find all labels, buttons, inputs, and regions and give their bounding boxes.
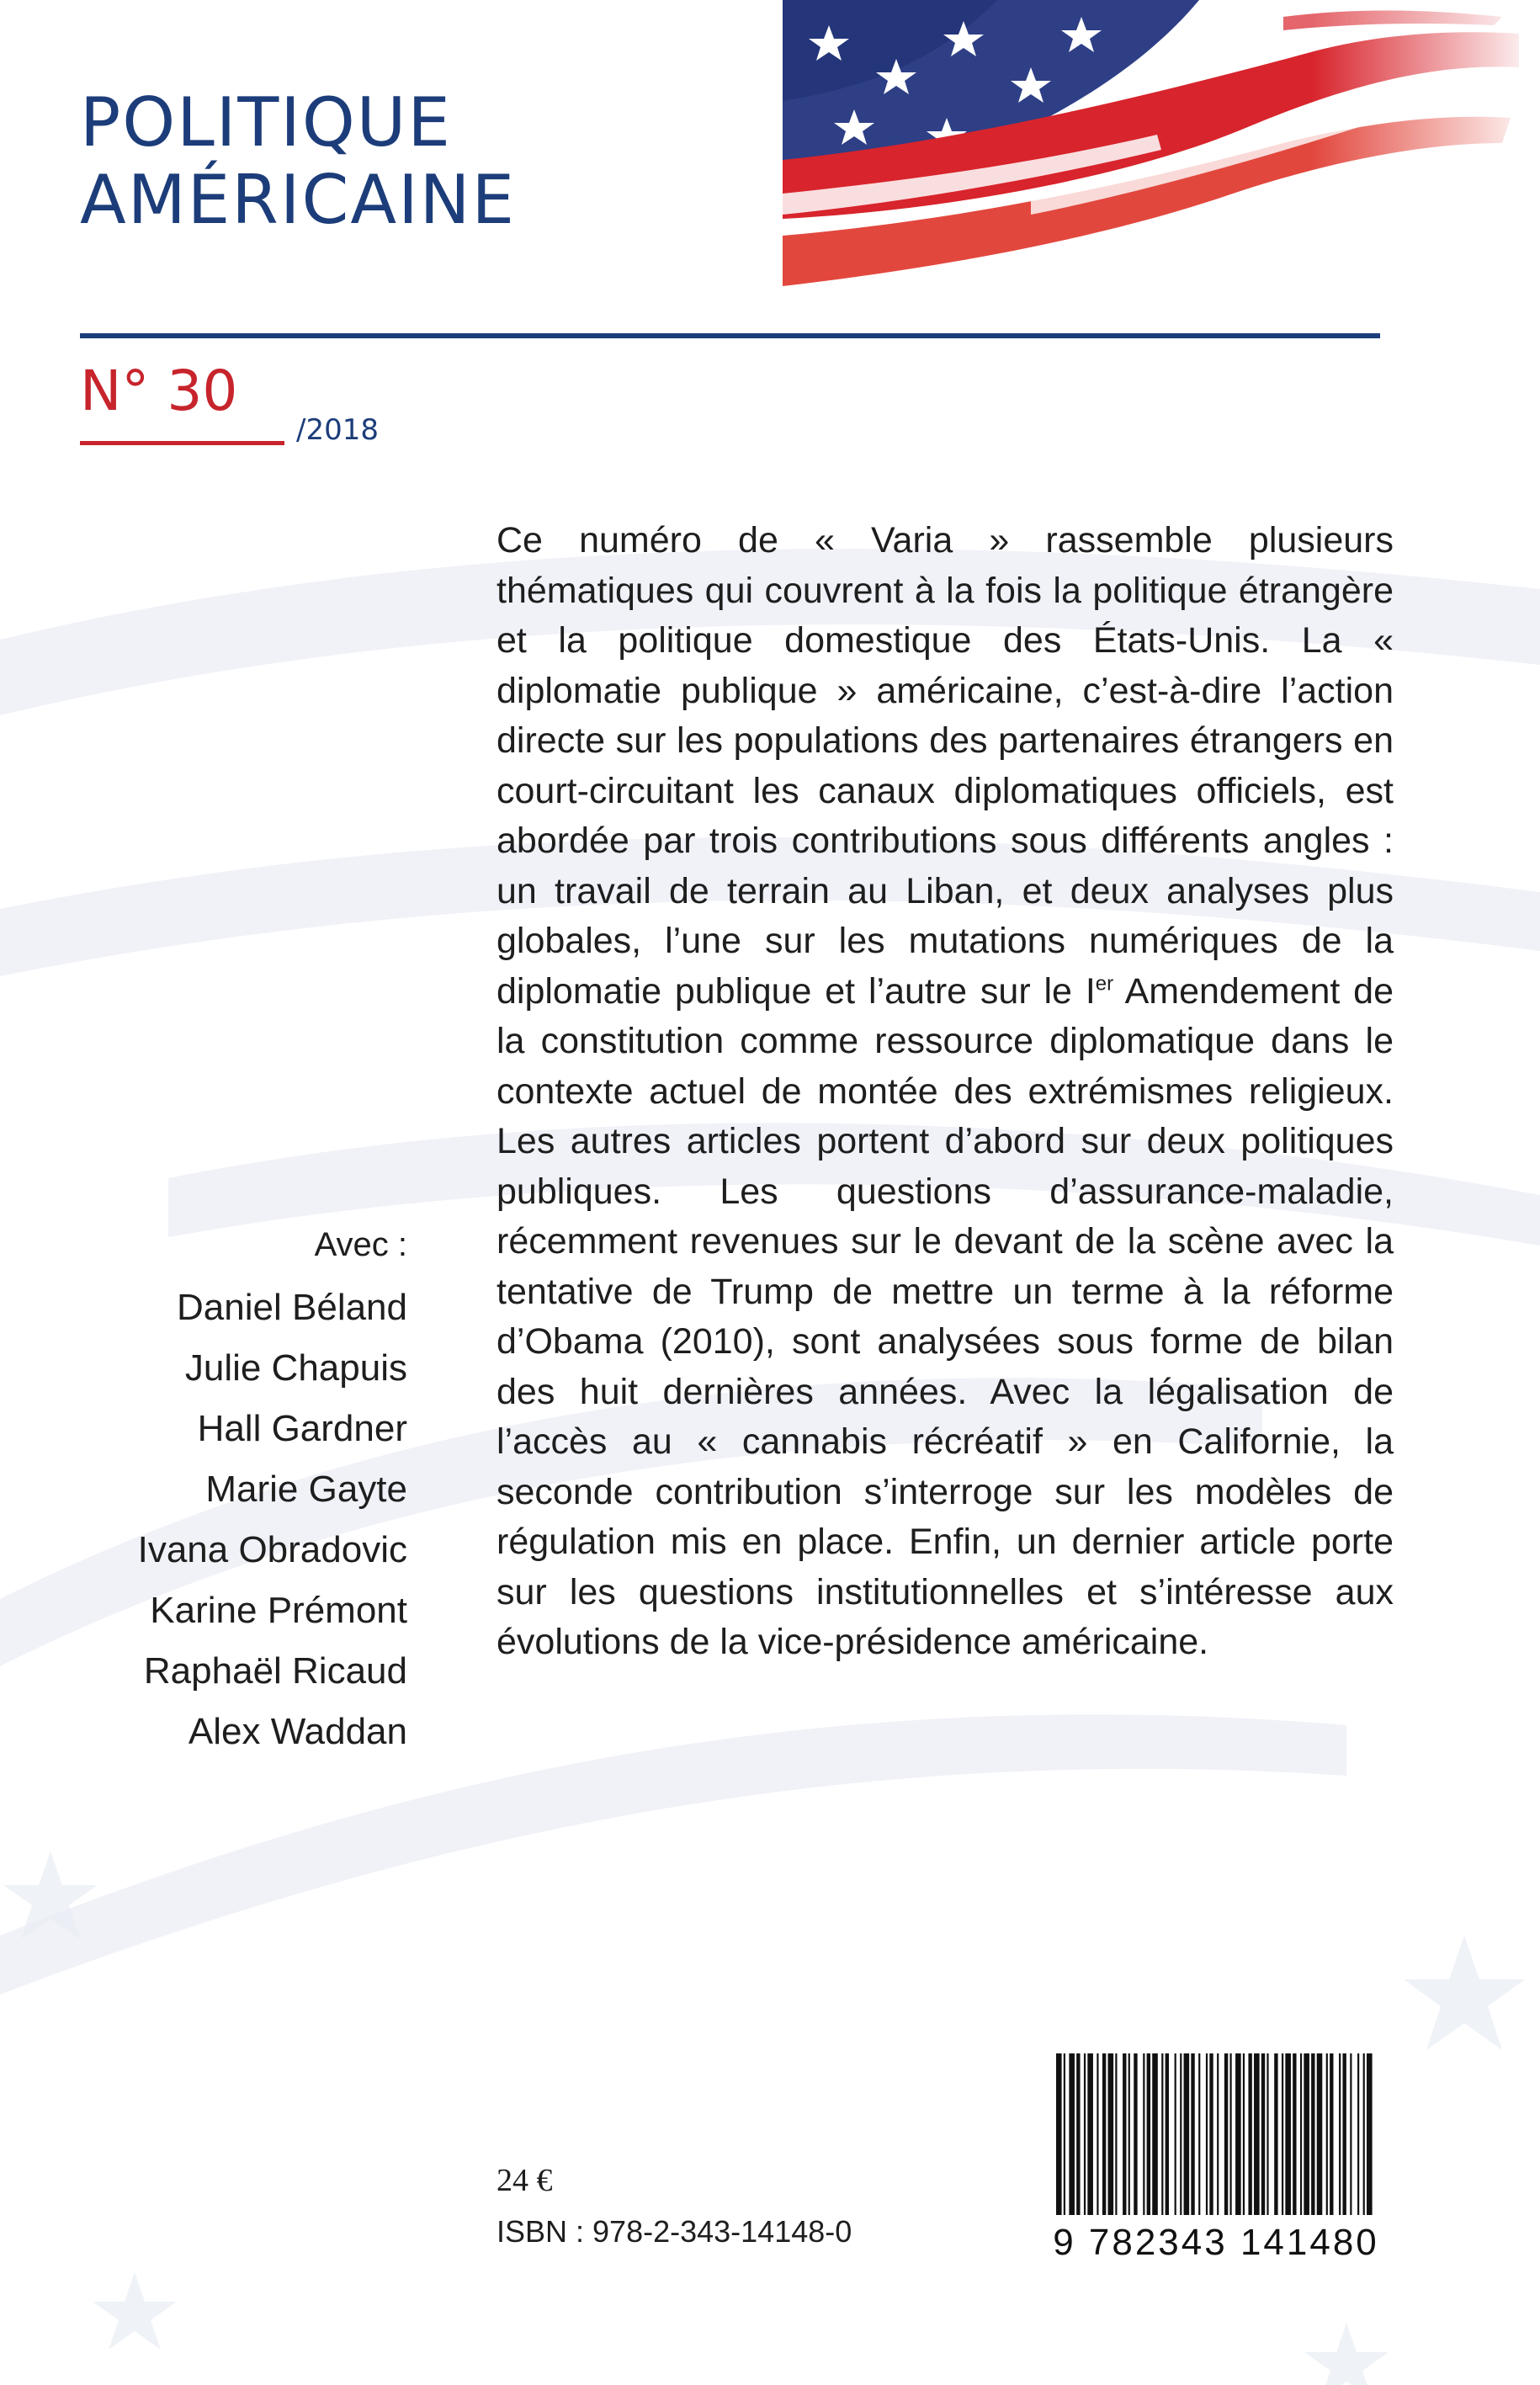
barcode-bar xyxy=(1180,2053,1182,2215)
barcode-bar xyxy=(1254,2053,1260,2215)
barcode-icon xyxy=(1056,2053,1376,2215)
barcode-bar xyxy=(1087,2053,1093,2215)
barcode-bar xyxy=(1285,2053,1291,2215)
abstract-part2: Amendement de la constitution comme ressource diplomatique dans le contexte actuel de montée des extrémismes religieux. Les autres articles portent d’abord sur deux politiques publiques. Les questions d’assurance-maladie, récemment revenues sur le devant de la scène avec la tentative de Trump de mettre un terme à la réforme d’Obama (2010), sont analysées sous forme de bilan des huit dernières années. Avec la légalisation de l’accès au « cannabis récréatif » en Californie, la seconde contribution s’interroge sur les modèles de régulation mis en place. Enfin, un dernier article porte sur les questions institutionnelles et s’intéresse aux évolutions de la vice-présidence américaine. xyxy=(497,970,1394,1662)
amendment-ordinal: I xyxy=(1085,970,1096,1012)
barcode-bar xyxy=(1147,2053,1150,2215)
barcode-bar xyxy=(1175,2053,1176,2215)
barcode-bar xyxy=(1161,2053,1163,2215)
barcode-bar xyxy=(1357,2053,1359,2215)
barcode-bar xyxy=(1191,2053,1194,2215)
barcode-bar xyxy=(1243,2053,1245,2215)
contributor-name: Hall Gardner xyxy=(197,1408,407,1449)
barcode-bar xyxy=(1248,2053,1251,2215)
barcode-bar xyxy=(1198,2053,1200,2215)
barcode-bar xyxy=(1134,2053,1137,2215)
barcode-bar xyxy=(1108,2053,1114,2215)
barcode-bar xyxy=(1363,2053,1365,2215)
barcode-bar xyxy=(1152,2053,1158,2215)
barcode-bar xyxy=(1184,2053,1190,2215)
barcode-block xyxy=(1048,2053,1384,2271)
contributor-name: Alex Waddan xyxy=(188,1711,407,1752)
barcode-bar xyxy=(1300,2053,1302,2215)
journal-title-line1: POLITIQUE xyxy=(80,83,452,162)
issue-underline xyxy=(80,441,284,445)
barcode-bar xyxy=(1326,2053,1328,2215)
contributors-list xyxy=(138,1224,407,1762)
barcode-bar xyxy=(1330,2053,1333,2215)
barcode-bar xyxy=(1166,2053,1169,2215)
barcode-bar xyxy=(1084,2053,1086,2215)
ordinal-superscript: er xyxy=(1095,972,1114,996)
barcode-bar xyxy=(1267,2053,1268,2215)
barcode-bar xyxy=(1229,2053,1231,2215)
barcode-bar xyxy=(1350,2053,1351,2215)
issue-year: /2018 xyxy=(296,413,379,447)
barcode-bar xyxy=(1076,2053,1080,2215)
barcode-bar xyxy=(1056,2053,1062,2215)
barcode-bar xyxy=(1209,2053,1213,2215)
journal-title-line2: AMÉRICAINE xyxy=(80,161,517,239)
barcode-bar xyxy=(1123,2053,1126,2215)
barcode-bar xyxy=(1224,2053,1228,2215)
barcode-bar xyxy=(1293,2053,1296,2215)
barcode-bar xyxy=(1206,2053,1208,2215)
barcode-bar xyxy=(1102,2053,1106,2215)
contributor-name: Daniel Béland xyxy=(177,1287,407,1328)
flag-brush-illustration xyxy=(778,0,1540,295)
contributor-name: Marie Gayte xyxy=(205,1469,407,1510)
barcode-bar xyxy=(1115,2053,1117,2215)
contributor-name: Ivana Obradovic xyxy=(137,1529,407,1570)
abstract-part1: Ce numéro de « Varia » rassemble plusieurs thématiques qui couvrent à la fois la politique étrangère et la politique domestique des États-Unis. La « diplomatie publique » américaine, c’est-à-dire l’action directe sur les populations des partenaires étrangers en court-circuitant les canaux diplomatiques officiels, est abordée par trois contributions sous différents angles : un travail de terrain au Liban, et deux analyses plus globales, l’une sur les mutations numériques de la diplomatie publique et l’autre sur le xyxy=(497,520,1394,1012)
barcode-number: 9 782343 141480 xyxy=(1053,2222,1379,2263)
barcode-bar xyxy=(1128,2053,1130,2215)
barcode-bar xyxy=(1282,2053,1283,2215)
barcode-bar xyxy=(1311,2053,1314,2215)
barcode-bar xyxy=(1235,2053,1241,2215)
barcode-bar xyxy=(1342,2053,1346,2215)
barcode-bar xyxy=(1064,2053,1065,2215)
barcode-bar xyxy=(1261,2053,1265,2215)
barcode-bar xyxy=(1274,2053,1277,2215)
contributor-name: Karine Prémont xyxy=(150,1590,407,1631)
isbn: ISBN : 978-2-343-14148-0 xyxy=(497,2214,852,2249)
contributors-label: Avec : xyxy=(314,1226,407,1263)
barcode-bar xyxy=(1069,2053,1075,2215)
price: 24 € xyxy=(497,2163,553,2198)
contributor-name: Julie Chapuis xyxy=(184,1347,407,1389)
contributor-name: Raphaël Ricaud xyxy=(143,1650,407,1692)
barcode-bar xyxy=(1367,2053,1373,2215)
barcode-bar xyxy=(1097,2053,1098,2215)
title-divider xyxy=(80,333,1380,338)
barcode-bar xyxy=(1143,2053,1144,2215)
issue-number: N° 30 xyxy=(80,359,238,423)
barcode-bar xyxy=(1339,2053,1341,2215)
abstract-text xyxy=(497,516,1394,1668)
barcode-bar xyxy=(1317,2053,1323,2215)
barcode-bar xyxy=(1304,2053,1309,2215)
barcode-bar xyxy=(1217,2053,1219,2215)
